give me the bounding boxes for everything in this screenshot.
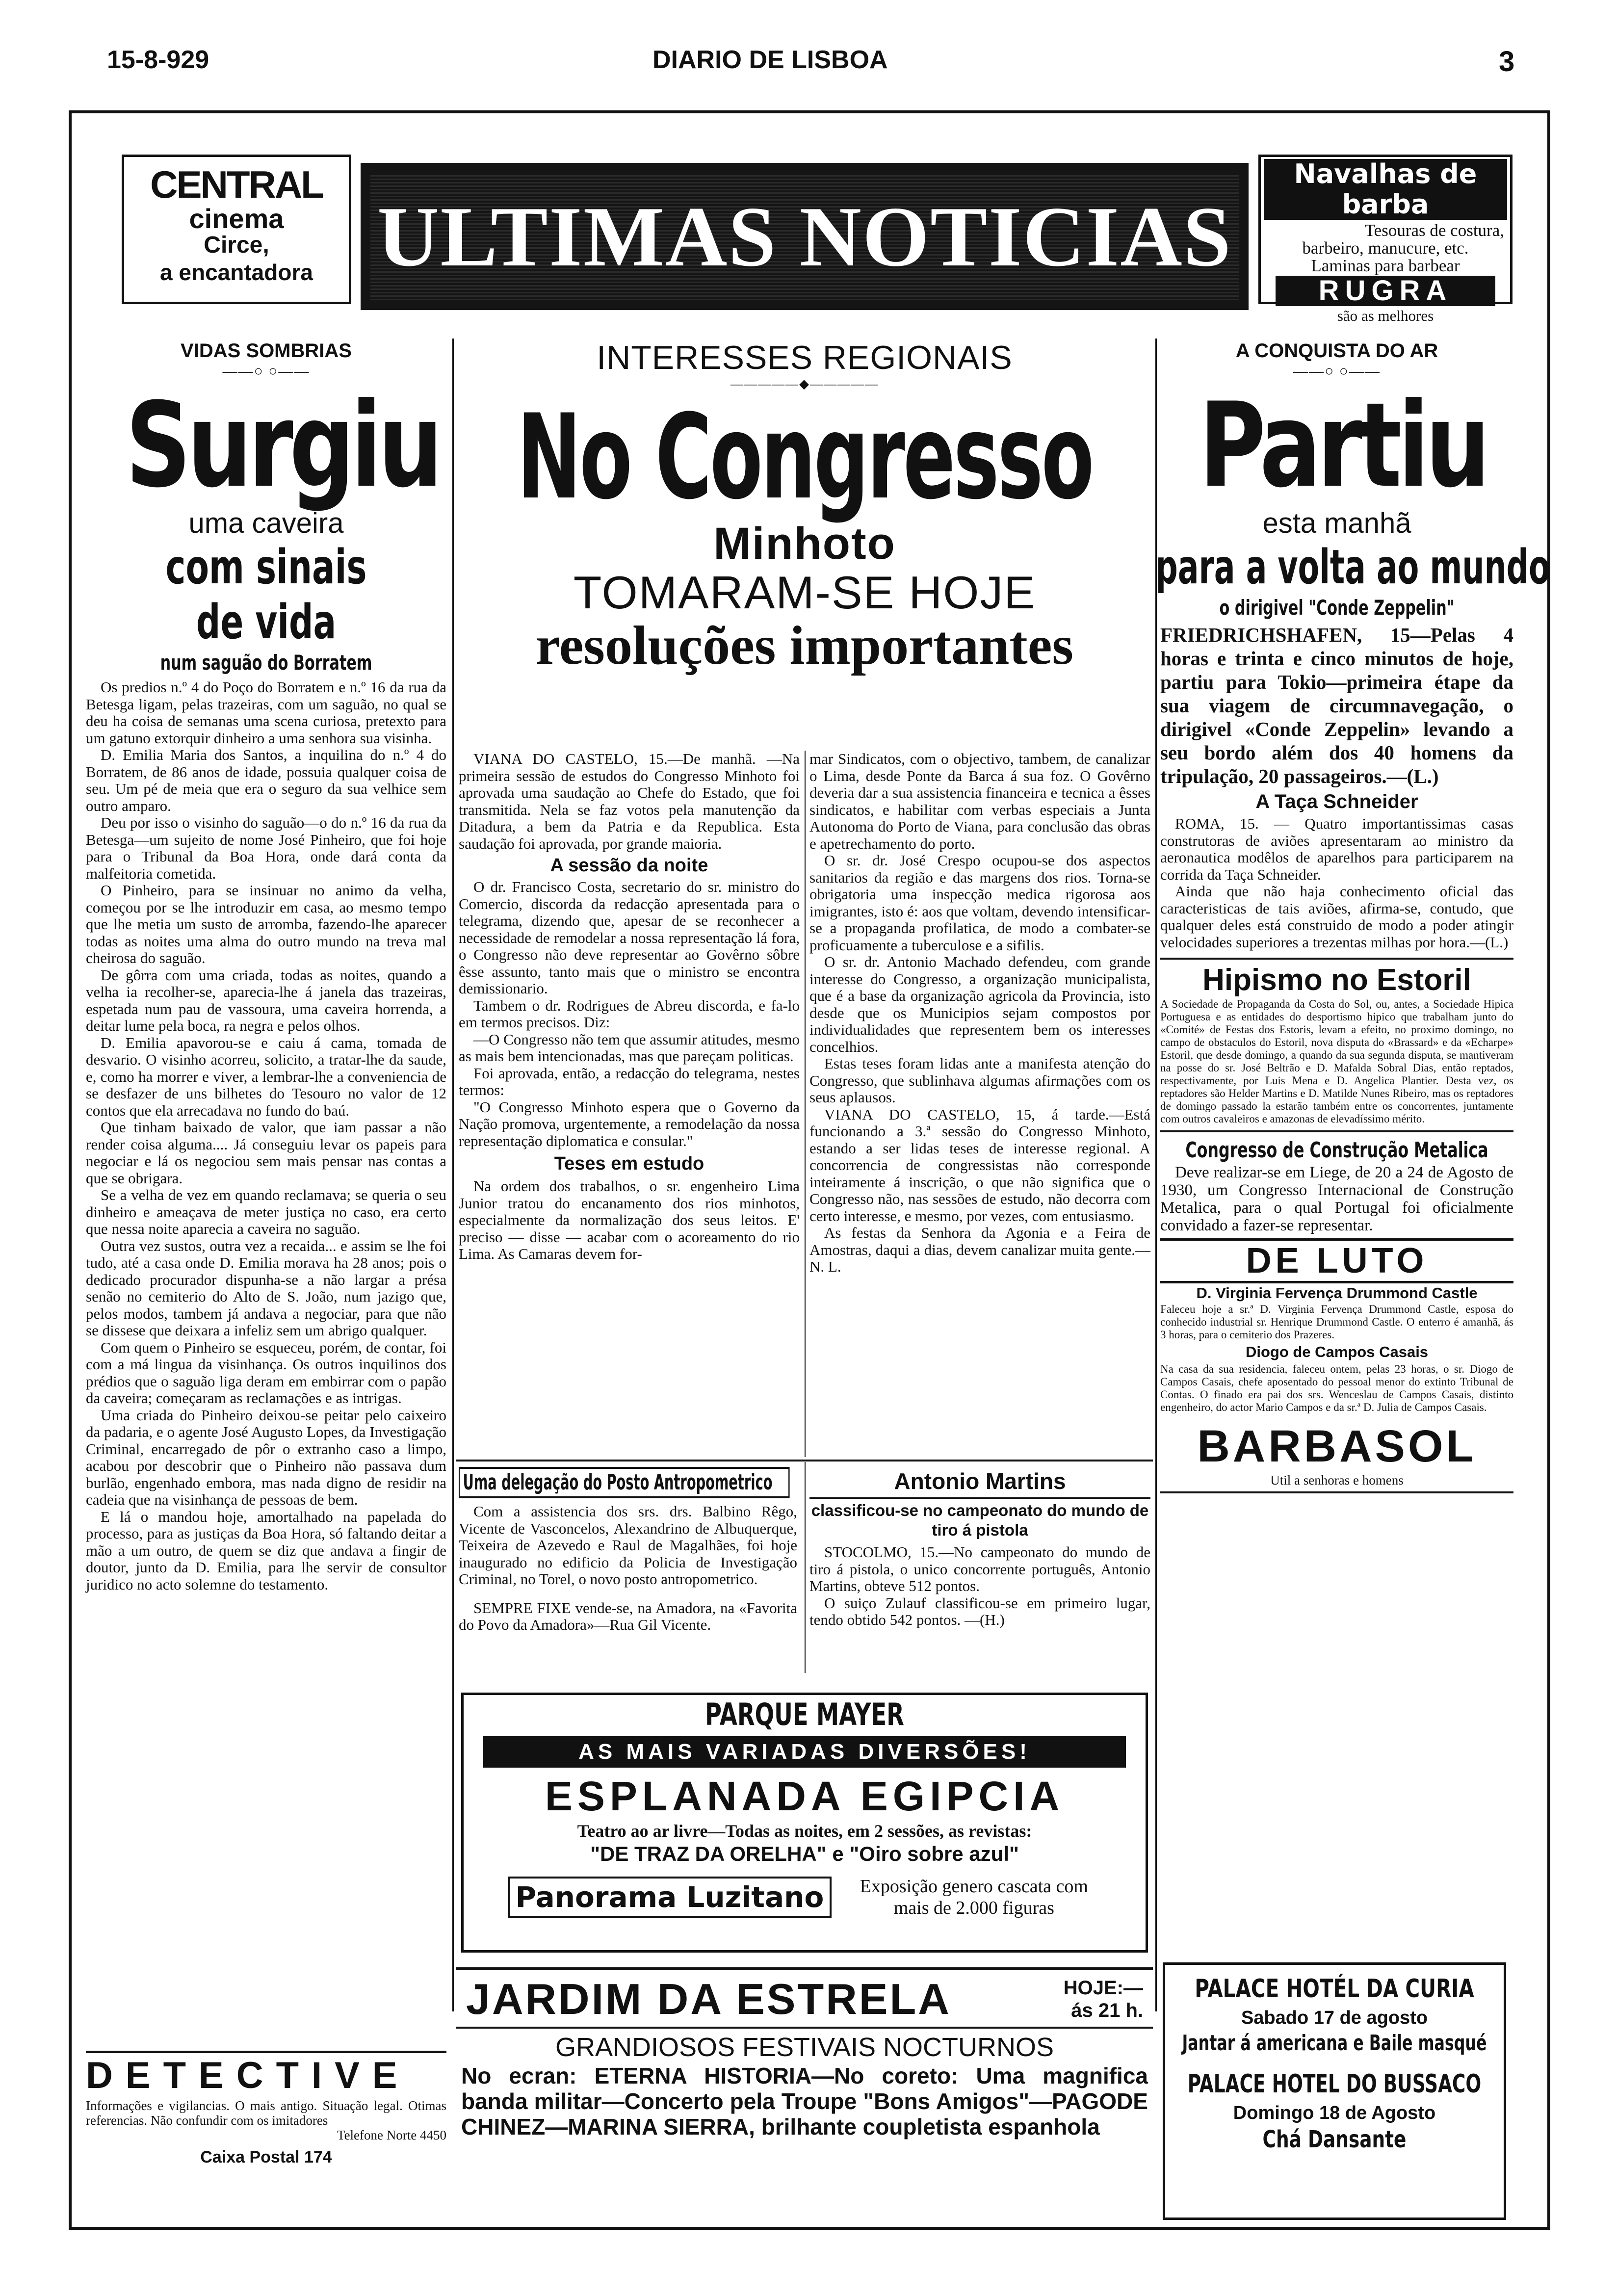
congresso-left-column <box>459 751 800 1263</box>
paragraph: VIANA DO CASTELO, 15, á tarde.—Está funcionando a 3.ª sessão do Congresso Minhoto, estando a ser lidas teses de interesse regional. A concorrencia de congressistas não corresponde inteiramente á inscrição, o que não significa que o Congresso não, nas sessões de estudo, não decorra com certo interesse, e mesmo, por vezes, com entusiasmo. <box>809 1105 1150 1225</box>
ad-time: ás 21 h. <box>1071 2000 1143 2021</box>
detective-ad <box>86 2051 446 2225</box>
central-logo: CENTRAL <box>150 163 323 206</box>
ornament: ——○ ○—— <box>1293 363 1381 379</box>
hotel-event: Jantar á americana e Baile masqué <box>1182 2031 1487 2056</box>
section-title: Hipismo no Estoril <box>1202 963 1471 997</box>
paragraph: "O Congresso Minhoto espera que o Governo da Nação promova, urgentemente, a remodelação da nossa representação diplomatica e consular." <box>459 1098 800 1149</box>
obituary-text: Na casa da sua residencia, faleceu ontem, pelas 23 horas, o sr. Diogo de Campos Casais, chefe aposentado do pessoal menor do extinto Tribunal de Contas. O finado era pai dos srs. Wenceslau de Campos Casais, distinto engenheiro, do actor Mario Campos e da sr.ª D. Julia de Campos Casais. <box>1160 1363 1513 1413</box>
subhead-2: com sinais de vida <box>165 540 367 650</box>
paragraph: Deve realizar-se em Liege, de 20 a 24 de Agosto de 1930, um Congresso Internacional de Construção Metalica, para o qual Portugal foi oficialmente convidado a fazer-se representar. <box>1160 1164 1513 1234</box>
subhead: classificou-se no campeonato do mundo de tiro á pistola <box>811 1501 1149 1539</box>
central-cinema-ad <box>122 155 351 304</box>
inner-rule <box>805 1462 806 1673</box>
barbasol-tagline: Util a senhoras e homens <box>1160 1472 1513 1493</box>
hotel-name: PALACE HOTEL DO BUSSACO <box>1187 2069 1482 2099</box>
paragraph: O Pinheiro, para se insinuar no animo da velha, começou por se lhe introduzir em casa, ao mesmo tempo que lhe metia um susto de arromba, fazendo-lhe aparecer todas as noites uma alma do outro mundo na treva mal cheirosa do saguão. <box>86 882 446 966</box>
ornament: ——○ ○—— <box>222 363 310 379</box>
jardim-estrela-ad <box>456 1967 1153 2225</box>
palace-hotels-ad <box>1163 1962 1506 2220</box>
section-title: Antonio Martins <box>894 1468 1066 1494</box>
hotel-date: Sabado 17 de agosto <box>1241 2008 1428 2028</box>
detective-text: Informações e vigilancias. O mais antigo. Situação legal. Otimas referencias. Não confundir com os imitadores <box>86 2098 446 2128</box>
rugra-ad <box>1258 155 1513 324</box>
story-body <box>809 1544 1150 1629</box>
section-title: A Taça Schneider <box>1255 791 1418 812</box>
paragraph: Se a velha de vez em quando reclamava; se queria o seu dinheiro e ameaçava de meter justiça no caso, era certo que nessa noite aparecia a caveira no saguão. <box>86 1186 446 1237</box>
ad-headline: ESPLANADA EGIPCIA <box>545 1773 1065 1819</box>
ad-title: JARDIM DA ESTRELA <box>466 1975 951 2023</box>
section-title: Uma delegação do Posto Antropometrico <box>459 1467 790 1498</box>
story-conquista-ar <box>1155 339 1550 1493</box>
paragraph: Deu por isso o visinho do saguão—o do n.º 16 da rua da Betesga—um sujeito de nome José Pinheiro, que foi hoje para o Tribunal da Boa Hora, onde dará conta da malfeitoria cometida. <box>86 814 446 882</box>
paragraph: E lá o mandou hoje, amortalhado na papelada do processo, para as justiças da Boa Hora, só faltando deitar a mão a um outro, de quem se diz que andava a fingir de doutor, junto da D. Emilia, para lhe servir de consultor juridico no acto solemne do testamento. <box>86 1508 446 1593</box>
headline: Surgiu <box>125 378 440 514</box>
page-number: 3 <box>1499 46 1515 78</box>
rugra-line-3: Laminas para barbear <box>1311 256 1460 275</box>
section-title: Congresso de Construção Metalica <box>1185 1138 1488 1163</box>
hotel-event: Chá Dansante <box>1262 2126 1407 2153</box>
paragraph: ROMA, 15. — Quatro importantissimas casas construtoras de aviões apresentaram ao ministro da aeronautica modêlos de aparelhos para participarem na corrida da Taça Schneider. <box>1160 815 1513 883</box>
parque-mayer-ad <box>461 1693 1148 1953</box>
ad-line: "DE TRAZ DA ORELHA" e "Oiro sobre azul" <box>590 1842 1019 1865</box>
paragraph: O suiço Zulauf classificou-se em primeiro lugar, tendo obtido 542 pontos. —(H.) <box>809 1594 1150 1628</box>
rugra-line-1: Tesouras de costura, <box>1364 221 1504 240</box>
paragraph: Uma criada do Pinheiro deixou-se peitar pelo caixeiro da padaria, e o agente José Augusto Lopes, da Investigação Criminal, encarregado de pôr o extranho caso a limpo, acabou por descobrir que o Pinheiro não passava dum burlão, engenhado embora, mas nada digno de residir na cadeia que na visinhança de pessoas de bem. <box>86 1406 446 1508</box>
obituary-name: D. Virginia Fervença Drummond Castle <box>1196 1284 1478 1302</box>
delegacao-story <box>459 1467 797 1634</box>
cinema-label: cinema <box>189 203 284 234</box>
paragraph: Foi aprovada, então, a redacção do telegrama, nestes termos: <box>459 1064 800 1098</box>
ad-line: AS MAIS VARIADAS DIVERSÕES! <box>483 1736 1126 1768</box>
ad-line: Teatro ao ar livre—Todas as noites, em 2 sessões, as revistas: <box>577 1821 1032 1841</box>
paragraph: Estas teses foram lidas ante a manifesta atenção do Congresso, que sublinhava algumas afirmações com os seus aplausos. <box>809 1055 1150 1106</box>
story-body <box>459 1503 797 1634</box>
detective-title: DETECTIVE <box>86 2055 410 2096</box>
paragraph: As festas da Senhora da Agonia e a Feira de Amostras, daqui a dias, devem canalizar muita gente.—N. L. <box>809 1224 1150 1275</box>
rugra-title: Navalhas de barba <box>1264 159 1507 220</box>
story-congresso-minhoto <box>456 339 1153 674</box>
obituary-name: Diogo de Campos Casais <box>1245 1343 1429 1360</box>
rugra-brand: RUGRA <box>1276 276 1495 306</box>
banner-block <box>361 163 1249 310</box>
subhead-1: Minhoto <box>713 519 896 569</box>
column-rule-1 <box>452 339 454 2011</box>
ad-line: GRANDIOSOS FESTIVAIS NOCTURNOS <box>555 2033 1054 2062</box>
paragraph: Tambem o dr. Rodrigues de Abreu discorda, e fa-lo em termos precisos. Diz: <box>459 996 800 1031</box>
section-title: A sessão da noite <box>550 855 708 876</box>
paragraph: VIANA DO CASTELO, 15.—De manhã. —Na primeira sessão de estudos do Congresso Minhoto foi aprovada uma saudação ao Chefe do Estado, que foi transmitida. Nela se faz votos pela manutenção da Ditadura, a bem da Patria e da Republica. Esta saudação foi aprovada, por grande maioria. <box>459 750 800 852</box>
hotel-date: Domingo 18 de Agosto <box>1233 2103 1436 2123</box>
ad-today: HOJE:— <box>1063 1977 1143 1999</box>
antonio-martins-story <box>809 1467 1150 1629</box>
ad-title: PARQUE MAYER <box>705 1696 904 1732</box>
ultimas-noticias-banner: ULTIMAS NOTICIAS <box>377 189 1232 284</box>
obituary-text: Faleceu hoje a sr.ª D. Virginia Fervença Drummond Castle, esposa do conhecido industrial sr. Henrique Drummond Castle. O enterro é amanhã, ás 3 horas, para o cemiterio dos Prazeres. <box>1160 1303 1513 1341</box>
paragraph: D. Emilia Maria dos Santos, a inquilina do n.º 4 do Borratem, de 86 anos de idade, possuia qualquer coisa de seu. Um pé de meia que era o seguro da sua velhice sem outro amparo. <box>86 746 446 814</box>
paragraph: Ainda que não haja conhecimento oficial das caracteristicas de tais aviões, afirma-se, contudo, que qualquer deles está construido de modo a poder atingir velocidades superiores a trezentas milhas por hora.—(L.) <box>1160 883 1513 951</box>
subhead-1: uma caveira <box>188 507 344 539</box>
film-title-2: a encantadora <box>160 260 313 285</box>
rugra-tagline: são as melhores <box>1337 307 1434 324</box>
subhead-1: esta manhã <box>1262 507 1411 539</box>
story-body <box>1160 815 1513 951</box>
lead-paragraph: FRIEDRICHSHAFEN, 15—Pelas 4 horas e trinta e cinco minutos de hoje, partiu para Tokio—primeira étape da sua viagem de circumnavegação, o dirigivel «Conde Zeppelin» levando a seu bordo além dos 40 homens da tripulação, 20 passageiros.—(L.) <box>1160 624 1513 787</box>
story-body: A Sociedade de Propaganda da Costa do Sol, ou, antes, a Sociedade Hipica Portuguesa e as entidades do desportismo hipico que trabalham junto do «Comité» de Festas dos Estoris, levam a efeito, no proximo domingo, no campo de obstaculos do Estoril, nova disputa do «Brassard» e da «Echarpe» Estoril, que desde domingo, a quando da sua segunda disputa, se mantiveram na posse do sr. José Beltrão e D. Mafalda Sobral Dias, então reptados, respectivamente, por Luis Mena e D. Angelica Plantier. Desta vez, os reptadores são Helder Martins e D. Matilde Nunes Ribeiro, mas os reptadores de domingo passado la estarão também entre os concorrentes, juntamente com outros cavaleiros e amazonas de elevadíssimo mérito. <box>1160 998 1513 1125</box>
kicker: VIDAS SOMBRIAS <box>181 340 352 362</box>
kicker: A CONQUISTA DO AR <box>1235 340 1438 362</box>
ad-program: No ecran: ETERNA HISTORIA—No coreto: Uma magnifica banda militar—Concerto pela Troupe "Bons Amigos"—PAGODE CHINEZ—MARINA SIERRA, brilhante coupletista espanhola <box>461 2063 1148 2139</box>
detective-phone: Telefone Norte 4450 <box>337 2128 446 2142</box>
barbasol-logo: BARBASOL <box>1197 1421 1477 1471</box>
section-divider <box>456 1460 1153 1461</box>
paragraph: Os predios n.º 4 do Poço do Borratem e n.º 16 da rua da Betesga ligam, pelas trazeiras, com um saguão, no qual se deu ha coisa de semanas uma scena curiosa, pretexto para um gatuno extorquir dinheiro a uma senhora sua visinha. <box>86 678 446 747</box>
ornament: —————◆————— <box>730 377 879 391</box>
paragraph: O dr. Francisco Costa, secretario do sr. ministro do Comercio, discorda da redacção apresentada para o telegrama, dizendo que, apesar de se reconhecer a necessidade de remodelar a nossa representação lá fora, o Congresso não deve representar ao Govêrno sôbre êsse assunto, tanto mais que o ministro se encontra demissionario. <box>459 878 800 997</box>
ad-panorama: Panorama Luzitano <box>508 1877 832 1918</box>
issue-date: 15-8-929 <box>107 46 209 74</box>
headline: Partiu <box>1199 378 1487 514</box>
subhead-3: resoluções importantes <box>536 615 1073 676</box>
paragraph: mar Sindicatos, com o objectivo, tambem, de canalizar o Lima, desde Ponte da Barca á sua foz. O Govêrno deveria dar a sua assistencia financeira e tecnica a êsses sindicatos, e habilitar com verbas especiais a Junta Autonoma do Porto de Viana, para conclusão das obras e apetrechamento do porto. <box>809 750 1150 852</box>
story-body <box>86 679 446 1593</box>
subhead-2: para a volta ao mundo <box>1155 540 1550 595</box>
paragraph: O sr. dr. José Crespo ocupou-se dos aspectos sanitarios da região e das margens dos rios. Torna-se obrigatoria uma inspecção medica rigorosa aos imigrantes, isto é: aos que voltam, devendo intensificar-se a propaganda profilatica, de modo a combater-se proficuamente a tuberculose e a sifilis. <box>809 852 1150 954</box>
paragraph: Com quem o Pinheiro se esqueceu, porém, de contar, foi com a má lingua da visinhança. Os outros inquilinos dos prédios que o saguão liga deram em embirrar com o papão da caveira; começaram as reclamações e as intrigas. <box>86 1338 446 1407</box>
subhead-3: num saguão do Borratem <box>160 651 372 675</box>
detective-postbox: Caixa Postal 174 <box>200 2148 332 2166</box>
paragraph: O sr. dr. Antonio Machado defendeu, com grande interesse do Congresso, a organização municipalista, que é a base da organização agricola da Provincia, isto desde que os Municipios sejam compostos por individualidades que representem bem os interesses concelhios. <box>809 953 1150 1055</box>
subhead-3: o dirigivel "Conde Zeppelin" <box>1219 596 1455 620</box>
section-title: Teses em estudo <box>554 1153 704 1174</box>
luto-title: DE LUTO <box>1160 1238 1513 1283</box>
hotel-name: PALACE HOTÉL DA CURIA <box>1195 1974 1474 2004</box>
congresso-right-column <box>809 751 1150 1276</box>
story-vidas-sombrias <box>86 339 446 1593</box>
paragraph: De gôrra com uma criada, todas as noites, quando a velha ia recolher-se, aparecia-lhe á janela das trazeiras, espetada num pau de vassoura, uma caveira horrenda, a deitar lume pela boca, ra negra e pelos olhos. <box>86 966 446 1034</box>
ad-line: Exposição genero cascata com mais de 2.000 figuras <box>860 1876 1088 1918</box>
story-body <box>1160 1164 1513 1234</box>
film-title-1: Circe, <box>204 232 269 258</box>
paragraph: Outra vez sustos, outra vez a recaida... e assim se lhe foi tudo, até a casa onde D. Emilia morava ha 28 anos; pois o dedicado procurador dispunha-se a não largar a présa senão no cemiterio do Alto de S. João, num jazigo que, pelos modos, tambem já andava a negociar, para que não se dissese que deixara a infeliz sem um abrigo qualquer. <box>86 1237 446 1339</box>
paragraph: Com a assistencia dos srs. drs. Balbino Rêgo, Vicente de Vasconcelos, Alexandrino de Albuquerque, Teixeira de Azevedo e Raul de Magalhães, foi hoje inaugurado no edificio da Policia de Investigação Criminal, no Torel, o novo posto antropometrico. <box>459 1503 797 1588</box>
inner-rule <box>805 751 806 1457</box>
sempre-fixe-notice: SEMPRE FIXE vende-se, na Amadora, na «Favorita do Povo da Amadora»—Rua Gil Vicente. <box>459 1599 797 1633</box>
kicker: INTERESSES REGIONAIS <box>597 339 1013 376</box>
paragraph: STOCOLMO, 15.—No campeonato do mundo de tiro á pistola, o unico concorrente português, Antonio Martins, obteve 512 pontos. <box>809 1543 1150 1594</box>
paragraph: Na ordem dos trabalhos, o sr. engenheiro Lima Junior tratou do encanamento dos rios minhotos, especialmente da normalização dos seus leitos. E' preciso — disse — acabar com o acoreamento do rio Lima. As Camaras devem for- <box>459 1177 800 1262</box>
paragraph: —O Congresso não tem que assumir atitudes, mesmo as mais bem intencionadas, mas que pareçam politicas. <box>459 1030 800 1065</box>
subhead-2: TOMARAM-SE HOJE <box>573 567 1036 618</box>
paragraph: D. Emilia apavorou-se e caiu á cama, tomada de desvario. O visinho acorreu, solicito, a tratar-lhe da saude, e, como ha morrer e viver, a lembrar-lhe a conveniencia de se desfazer de uns bilhetes do Tesouro no valor de 12 contos que ela arrecadava no fundo do baú. <box>86 1034 446 1119</box>
newspaper-title: DIARIO DE LISBOA <box>652 46 888 74</box>
headline: No Congresso <box>517 390 1093 525</box>
rugra-line-2: barbeiro, manucure, etc. <box>1302 238 1469 258</box>
paragraph: Que tinham baixado de valor, que iam passar a não render coisa alguma.... Já conseguiu levar os papeis para negociar e lá os negociou sem mais pensar nas contas a que se obrigara. <box>86 1119 446 1187</box>
